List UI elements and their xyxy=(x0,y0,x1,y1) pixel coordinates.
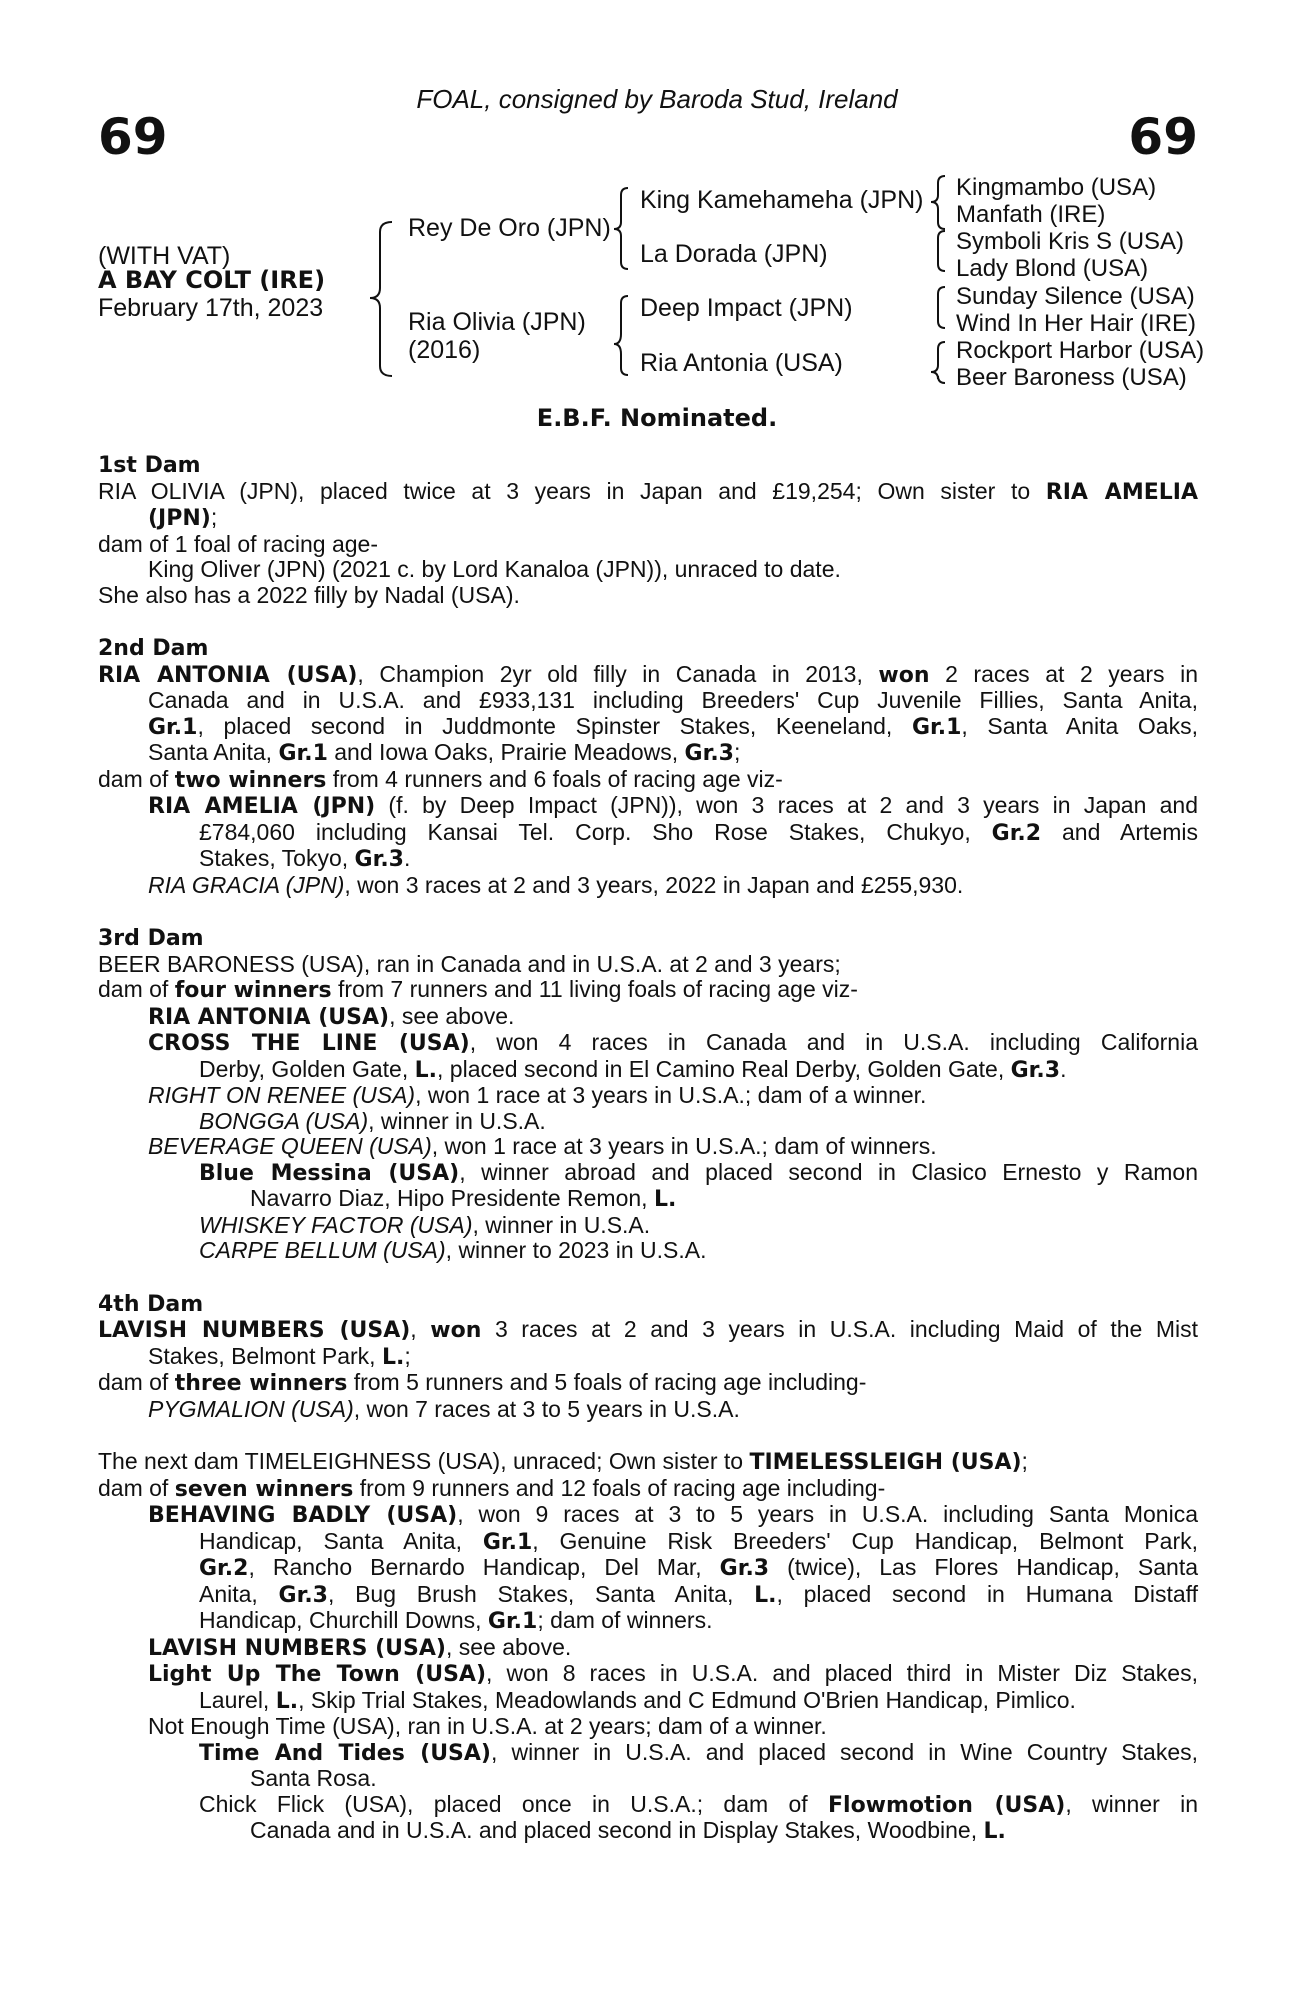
text-line xyxy=(98,1134,1198,1160)
bold-text: L. xyxy=(983,1819,1006,1844)
italic-text: PYGMALION (USA) xyxy=(148,1395,354,1422)
bold-text: LAVISH NUMBERS (USA) xyxy=(148,1635,446,1661)
text-line xyxy=(98,1502,1198,1529)
pedigree-gen4: Rockport Harbor (USA) xyxy=(956,337,1205,364)
text-line xyxy=(98,1160,1198,1187)
pedigree-gen4: Wind In Her Hair (IRE) xyxy=(956,310,1197,337)
pedigree-gen4: Symboli Kris S (USA) xyxy=(956,228,1185,255)
dam-section xyxy=(98,1291,1198,1423)
text-line xyxy=(98,1661,1198,1688)
pedigree-gen4: Lady Blond (USA) xyxy=(956,255,1149,282)
bold-text: RIA AMELIA (JPN) xyxy=(148,794,376,819)
text: , winner in xyxy=(1065,1790,1199,1817)
text-line xyxy=(98,1238,1198,1264)
heading-text: 2nd Dam xyxy=(98,636,209,661)
text-line xyxy=(98,1449,1198,1476)
text-line xyxy=(98,1529,1198,1556)
text: BEER BARONESS (USA), ran in Canada and in U.S.A. at 2 and 3 years; xyxy=(98,950,841,977)
text: , won 4 races in Canada and in U.S.A. including California xyxy=(469,1029,1199,1055)
text-line xyxy=(98,873,1198,899)
text: , winner in U.S.A. xyxy=(368,1107,546,1134)
italic-text: BONGGA (USA) xyxy=(199,1107,369,1134)
bold-text: L. xyxy=(381,1344,405,1370)
bold-text: Gr.1 xyxy=(148,714,198,740)
text: Handicap, Santa Anita, xyxy=(199,1527,483,1554)
text: 2 races at 2 years in xyxy=(929,660,1198,687)
text: RIA OLIVIA (JPN), placed twice at 3 years in Japan and £19,254; Own sister to xyxy=(98,477,1046,504)
text: Santa Rosa. xyxy=(250,1765,377,1791)
text: , won 1 race at 3 years in U.S.A.; dam of winners. xyxy=(431,1133,937,1159)
bold-text: L. xyxy=(653,1187,677,1212)
dam-section xyxy=(98,925,1198,1264)
text-line xyxy=(98,1030,1198,1057)
text-line xyxy=(98,714,1198,741)
text: , winner to 2023 in U.S.A. xyxy=(445,1237,707,1263)
text: She also has a 2022 filly by Nadal (USA). xyxy=(98,581,520,608)
pedigree-gen3: Ria Antonia (USA) xyxy=(640,349,843,377)
dam-year: (2016) xyxy=(408,336,481,364)
text-line xyxy=(98,479,1198,506)
text: £784,060 including Kansai Tel. Corp. Sho Rose Stakes, Chukyo, xyxy=(199,818,992,845)
dam-section xyxy=(98,1449,1198,1845)
text: , Santa Anita Oaks, xyxy=(961,712,1198,739)
text-line xyxy=(98,740,1198,767)
heading-text: 4th Dam xyxy=(98,1291,204,1317)
bold-text: LAVISH NUMBERS (USA) xyxy=(98,1318,411,1343)
italic-text: WHISKEY FACTOR (USA) xyxy=(199,1211,473,1238)
text-line xyxy=(98,1083,1198,1109)
text: Derby, Golden Gate, xyxy=(199,1055,415,1082)
text: , see above. xyxy=(445,1633,572,1660)
text-line xyxy=(98,557,1198,583)
bold-text: RIA ANTONIA (USA) xyxy=(98,662,358,688)
text-line xyxy=(98,977,1198,1004)
text: Navarro Diaz, Hipo Presidente Remon, xyxy=(250,1185,654,1211)
text: (f. by Deep Impact (JPN)), won 3 races at 2 and 3 years in Japan and xyxy=(375,792,1198,818)
text: dam of xyxy=(98,976,175,1002)
text: dam of xyxy=(98,1369,175,1395)
text-line xyxy=(98,820,1198,847)
lot-number-left: 69 xyxy=(98,108,168,166)
bold-text: Flowmotion (USA) xyxy=(828,1792,1066,1818)
text: Stakes, Belmont Park, xyxy=(148,1342,382,1369)
text: Not Enough Time (USA), ran in U.S.A. at 2 years; dam of a winner. xyxy=(148,1713,827,1739)
bold-text: Light Up The Town (USA) xyxy=(148,1662,487,1687)
bold-text: two winners xyxy=(174,767,327,793)
pedigree-gen4: Manfath (IRE) xyxy=(956,201,1106,228)
text-line xyxy=(98,1714,1198,1740)
text: Canada and in U.S.A. and placed second in Display Stakes, Woodbine, xyxy=(250,1817,984,1843)
text: , winner in U.S.A. xyxy=(472,1211,651,1238)
text: Chick Flick (USA), placed once in U.S.A.; dam of xyxy=(199,1790,828,1817)
text-line xyxy=(98,1582,1198,1609)
vat-label: (WITH VAT) xyxy=(98,242,231,270)
pedigree-gen4: Kingmambo (USA) xyxy=(956,174,1157,201)
text: ; xyxy=(404,1342,411,1369)
bold-text: Gr.3 xyxy=(1010,1057,1061,1083)
italic-text: BEVERAGE QUEEN (USA) xyxy=(148,1133,432,1159)
bold-text: TIMELESSLEIGH (USA) xyxy=(749,1450,1022,1475)
text: , placed second in Humana Distaff xyxy=(776,1580,1198,1607)
text: Handicap, Churchill Downs, xyxy=(199,1607,488,1633)
text: dam of xyxy=(98,1474,175,1501)
bold-text: BEHAVING BADLY (USA) xyxy=(148,1503,458,1528)
text: Anita, xyxy=(199,1580,279,1607)
text: Stakes, Tokyo, xyxy=(199,845,355,871)
text-line xyxy=(98,583,1198,609)
text-line xyxy=(98,688,1198,714)
bold-text: three winners xyxy=(174,1371,348,1396)
text: , won 7 races at 3 to 5 years in U.S.A. xyxy=(353,1395,740,1422)
text-line xyxy=(98,952,1198,978)
text: , Rancho Bernardo Handicap, Del Mar, xyxy=(248,1554,720,1580)
text-line xyxy=(98,662,1198,689)
section-heading xyxy=(98,452,1198,479)
text: from 9 runners and 12 foals of racing age including- xyxy=(353,1474,886,1501)
text: , Bug Brush Stakes, Santa Anita, xyxy=(327,1580,755,1607)
text: . xyxy=(403,845,411,871)
text-line xyxy=(98,1476,1198,1503)
heading-text: 1st Dam xyxy=(98,453,201,478)
bold-text: Gr.3 xyxy=(684,741,734,766)
bold-text: Time And Tides (USA) xyxy=(199,1740,491,1766)
bold-text: (JPN) xyxy=(148,506,211,531)
text: , winner in U.S.A. and placed second in Wine Country Stakes, xyxy=(491,1738,1199,1765)
bold-text: Gr.2 xyxy=(991,820,1042,846)
text-line xyxy=(98,532,1198,558)
bold-text: RIA AMELIA xyxy=(1045,479,1198,505)
foaling-date: February 17th, 2023 xyxy=(98,294,324,322)
text: , won 1 race at 3 years in U.S.A.; dam of a winner. xyxy=(415,1082,927,1108)
text: , won 8 races in U.S.A. and placed third in Mister Diz Stakes, xyxy=(486,1660,1198,1686)
text: , winner abroad and placed second in Clasico Ernesto y Ramon xyxy=(459,1158,1199,1185)
text-line xyxy=(98,846,1198,873)
bold-text: Blue Messina (USA) xyxy=(199,1160,460,1186)
text: , placed second in El Camino Real Derby, Golden Gate, xyxy=(437,1055,1011,1082)
ebf-nomination: E.B.F. Nominated. xyxy=(536,404,778,432)
bold-text: Gr.2 xyxy=(199,1556,249,1581)
text-line xyxy=(98,767,1198,794)
lot-number-right: 69 xyxy=(1128,108,1198,166)
text-line xyxy=(98,1109,1198,1135)
consignor-line: FOAL, consigned by Baroda Stud, Ireland xyxy=(416,84,898,114)
text-line xyxy=(98,1688,1198,1715)
pedigree-body xyxy=(98,452,1198,1872)
text: 3 races at 2 and 3 years in U.S.A. including Maid of the Mist xyxy=(481,1316,1199,1342)
pedigree-gen3: La Dorada (JPN) xyxy=(640,240,828,268)
pedigree-gen4: Beer Baroness (USA) xyxy=(956,364,1187,391)
dam-name: Ria Olivia (JPN) xyxy=(408,308,586,336)
text-line xyxy=(98,1792,1198,1819)
section-heading xyxy=(98,925,1198,952)
text-line xyxy=(98,1004,1198,1031)
text-line xyxy=(98,1057,1198,1084)
sire-name: Rey De Oro (JPN) xyxy=(408,214,611,242)
text-line xyxy=(98,1344,1198,1371)
text: from 4 runners and 6 foals of racing age viz- xyxy=(326,765,783,792)
text: , xyxy=(410,1316,431,1342)
text: and Artemis xyxy=(1041,818,1198,845)
text-line xyxy=(98,505,1198,532)
bold-text: seven winners xyxy=(174,1476,354,1502)
text-line xyxy=(98,793,1198,820)
text: , won 9 races at 3 to 5 years in U.S.A. including Santa Monica xyxy=(457,1501,1199,1527)
section-heading xyxy=(98,1291,1198,1318)
text-line xyxy=(98,1635,1198,1662)
text: ; dam of winners. xyxy=(537,1607,713,1633)
text-line xyxy=(98,1397,1198,1423)
text: , placed second in Juddmonte Spinster Stakes, Keeneland, xyxy=(197,712,912,739)
text: from 7 runners and 11 living foals of racing age viz- xyxy=(331,976,858,1002)
bold-text: Gr.1 xyxy=(482,1529,533,1555)
text: , Skip Trial Stakes, Meadowlands and C Edmund O'Brien Handicap, Pimlico. xyxy=(298,1686,1076,1713)
bold-text: Gr.3 xyxy=(719,1556,770,1581)
text: , Champion 2yr old filly in Canada in 2013, xyxy=(357,660,879,687)
text: ; xyxy=(210,504,218,530)
text: , see above. xyxy=(389,1002,515,1029)
bold-text: L. xyxy=(275,1688,299,1714)
pedigree-gen3: King Kamehameha (JPN) xyxy=(640,186,924,214)
text-line xyxy=(98,1370,1198,1397)
bold-text: four winners xyxy=(174,978,332,1003)
lot-name: A BAY COLT (IRE) xyxy=(98,266,326,294)
text-line xyxy=(98,1213,1198,1239)
pedigree-gen4: Sunday Silence (USA) xyxy=(956,283,1195,310)
bold-text: Gr.1 xyxy=(278,741,328,766)
bold-text: Gr.3 xyxy=(354,847,404,872)
text: Laurel, xyxy=(199,1686,276,1713)
bold-text: CROSS THE LINE (USA) xyxy=(148,1031,470,1056)
text: , Genuine Risk Breeders' Cup Handicap, Belmont Park, xyxy=(532,1527,1198,1554)
text-line xyxy=(98,1186,1198,1213)
text-line xyxy=(98,1608,1198,1635)
text: dam of 1 foal of racing age- xyxy=(98,530,378,557)
bold-text: Gr.1 xyxy=(911,714,962,740)
section-heading xyxy=(98,635,1198,662)
text: Canada and in U.S.A. and £933,131 including Breeders' Cup Juvenile Fillies, Santa Anita, xyxy=(148,687,1198,713)
text: from 5 runners and 5 foals of racing age including- xyxy=(347,1369,867,1395)
text: The next dam TIMELEIGHNESS (USA), unraced; Own sister to xyxy=(98,1448,750,1474)
text: (twice), Las Flores Handicap, Santa xyxy=(769,1554,1198,1580)
italic-text: RIGHT ON RENEE (USA) xyxy=(148,1082,416,1108)
text: dam of xyxy=(98,765,175,792)
bold-text: RIA ANTONIA (USA) xyxy=(148,1004,390,1030)
bold-text: L. xyxy=(414,1057,438,1083)
text: , won 3 races at 2 and 3 years, 2022 in Japan and £255,930. xyxy=(344,871,964,898)
italic-text: RIA GRACIA (JPN) xyxy=(148,871,345,898)
bold-text: won xyxy=(430,1318,482,1343)
text: and Iowa Oaks, Prairie Meadows, xyxy=(327,739,685,765)
text-line xyxy=(98,1740,1198,1767)
bold-text: Gr.1 xyxy=(487,1609,538,1634)
dam-section xyxy=(98,452,1198,608)
text: ; xyxy=(733,739,741,765)
pedigree-gen3: Deep Impact (JPN) xyxy=(640,294,853,322)
text: King Oliver (JPN) (2021 c. by Lord Kanaloa (JPN)), unraced to date. xyxy=(148,556,841,582)
text: ; xyxy=(1021,1448,1028,1474)
bold-text: won xyxy=(878,662,930,688)
text-line xyxy=(98,1317,1198,1344)
bold-text: Gr.3 xyxy=(278,1582,328,1608)
text: . xyxy=(1060,1055,1067,1082)
text: Santa Anita, xyxy=(148,739,279,765)
dam-section xyxy=(98,635,1198,898)
italic-text: CARPE BELLUM (USA) xyxy=(199,1237,446,1263)
text-line xyxy=(98,1818,1198,1845)
text-line xyxy=(98,1766,1198,1792)
text-line xyxy=(98,1555,1198,1582)
bold-text: L. xyxy=(754,1582,777,1608)
heading-text: 3rd Dam xyxy=(98,926,204,951)
